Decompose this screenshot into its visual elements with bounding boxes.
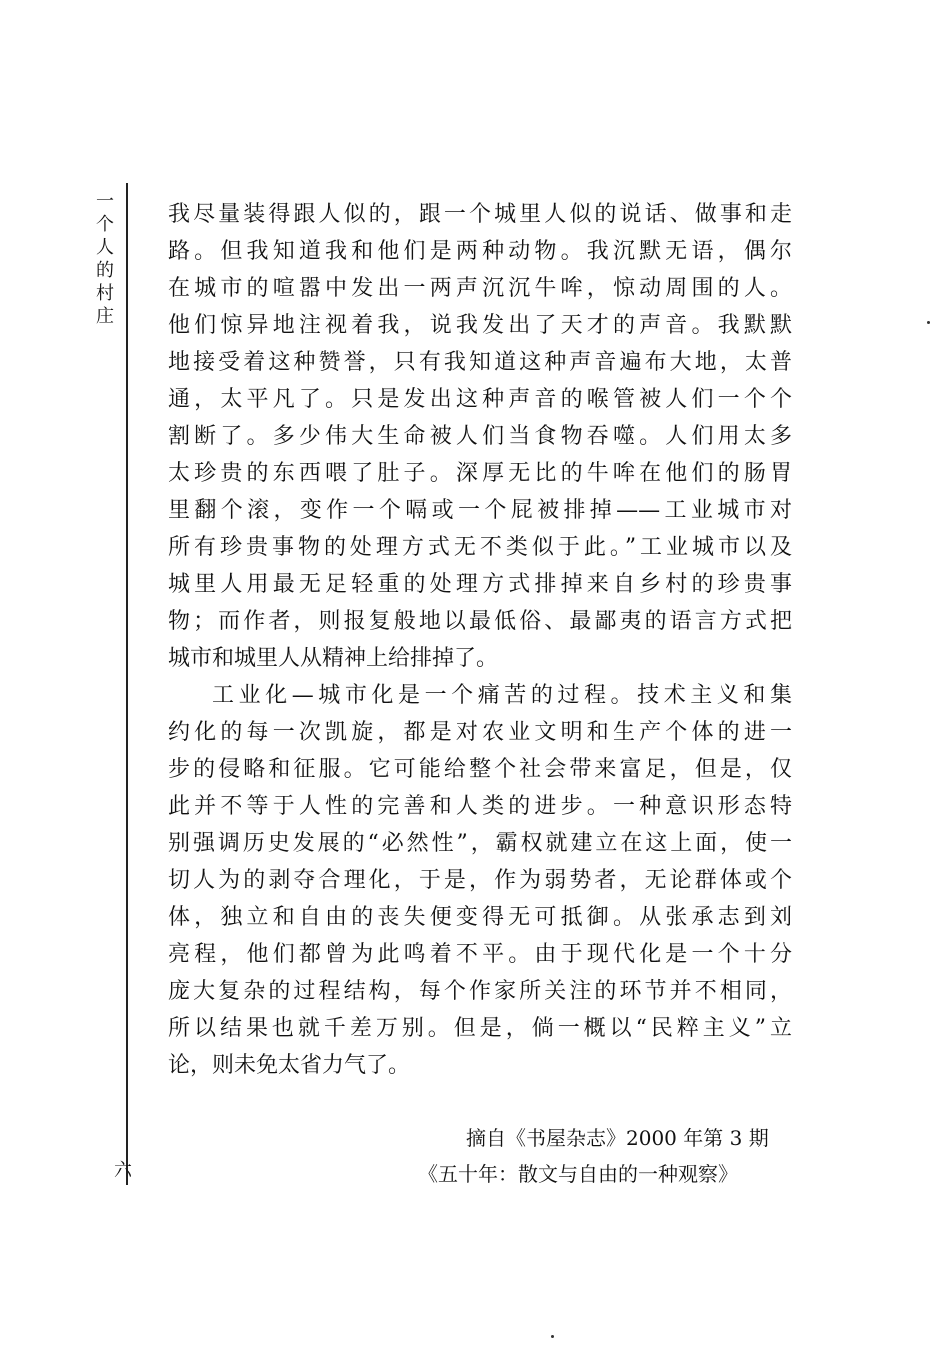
text-line: 地接受着这种赞誉，只有我知道这种声音遍布大地，太普	[168, 350, 792, 375]
page-number: 六	[114, 1160, 132, 1181]
text-line: 城市和城里人从精神上给排掉了。	[168, 646, 499, 671]
paragraph-2	[168, 677, 792, 1084]
text-line: 所以结果也就千差万别。但是，倘一概以“民粹主义”立	[168, 1016, 792, 1041]
text-line: 他们惊异地注视着我，说我发出了天才的声音。我默默	[168, 313, 792, 338]
paragraph-1	[168, 196, 792, 677]
text-line: 物；而作者，则报复般地以最低俗、最鄙夷的语言方式把	[168, 609, 792, 634]
text-line: 在城市的喧嚣中发出一两声沉沉牛哞，惊动周围的人。	[168, 276, 792, 301]
scan-speck	[927, 321, 930, 324]
text-line: 工业化—城市化是一个痛苦的过程。技术主义和集	[212, 683, 792, 708]
scan-speck	[551, 1335, 554, 1338]
text-line: 体，独立和自由的丧失便变得无可抵御。从张承志到刘	[168, 905, 792, 930]
text-line: 路。但我知道我和他们是两种动物。我沉默无语，偶尔	[168, 239, 792, 264]
text-line: 里翻个滚，变作一个嗝或一个屁被排掉——工业城市对	[168, 498, 792, 523]
text-line: 此并不等于人性的完善和人类的进步。一种意识形态特	[168, 794, 792, 819]
text-line: 论，则未免太省力气了。	[168, 1053, 411, 1078]
text-line: 庞大复杂的过程结构，每个作家所关注的环节并不相同，	[168, 979, 792, 1004]
text-line: 割断了。多少伟大生命被人们当食物吞噬。人们用太多	[168, 424, 792, 449]
text-line: 步的侵略和征服。它可能给整个社会带来富足，但是，仅	[168, 757, 792, 782]
text-line: 约化的每一次凯旋，都是对农业文明和生产个体的进一	[168, 720, 792, 745]
body-text	[168, 196, 792, 1084]
text-line: 切人为的剥夺合理化，于是，作为弱势者，无论群体或个	[168, 868, 792, 893]
text-line: 太珍贵的东西喂了肚子。深厚无比的牛哞在他们的肠胃	[168, 461, 792, 486]
source-line-1: 摘自《书屋杂志》2000 年第 3 期	[466, 1126, 769, 1150]
source-citation	[0, 1120, 952, 1192]
text-line: 所有珍贵事物的处理方式无不类似于此。”工业城市以及	[168, 535, 792, 560]
text-line: 通，太平凡了。只是发出这种声音的喉管被人们一个个	[168, 387, 792, 412]
text-line: 亮程，他们都曾为此鸣着不平。由于现代化是一个十分	[168, 942, 792, 967]
text-line: 城里人用最无足轻重的处理方式排掉来自乡村的珍贵事	[168, 572, 792, 597]
source-line-2: 《五十年：散文与自由的一种观察》	[418, 1162, 738, 1186]
margin-rule	[126, 183, 128, 1185]
side-book-title: 一个人的村庄	[96, 191, 114, 327]
text-line: 别强调历史发展的“必然性”，霸权就建立在这上面，使一	[168, 831, 792, 856]
text-line: 我尽量装得跟人似的，跟一个城里人似的说话、做事和走	[168, 202, 792, 227]
